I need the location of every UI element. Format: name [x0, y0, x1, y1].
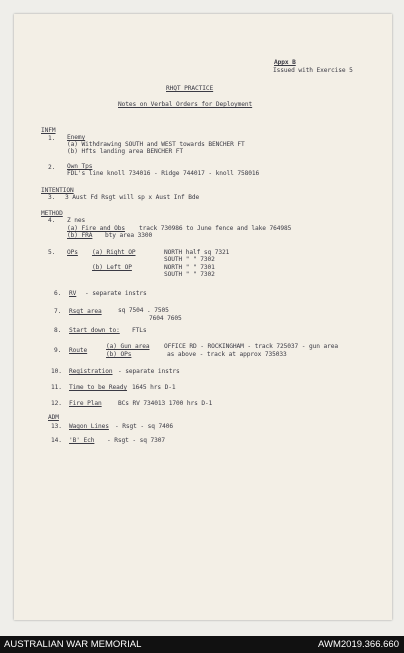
route-a-text: OFFICE RD - ROCKINGHAM - track 725037 - gun area — [164, 343, 339, 350]
grouping-heading: Z nes — [67, 217, 86, 224]
fire-plan-text: BCs RV 734013 1700 hrs D-1 — [118, 400, 213, 407]
op-row: SOUTH " " 7302 — [164, 256, 215, 263]
item-number: 14. — [51, 437, 62, 444]
item-number: 5. — [48, 249, 56, 256]
op-row: NORTH half sq 7321 — [164, 249, 230, 256]
echelon-text: - Rsgt - sq 7406 — [115, 423, 174, 430]
grouping-b-label: (b) FRA — [67, 232, 93, 239]
section-adm: ADM — [48, 414, 59, 421]
document-subtitle: Notes on Verbal Orders for Deployment — [118, 101, 253, 108]
start-down-heading: Start down to: — [69, 327, 120, 334]
start-down-value: FTLs — [132, 327, 147, 334]
grouping-a-text: track 730986 to June fence and lake 764985 — [139, 225, 292, 232]
appendix-label: Appx B — [274, 59, 296, 66]
item-number: 4. — [48, 217, 56, 224]
grouping-b-text: bty area 3300 — [105, 232, 153, 239]
institution-caption: AUSTRALIAN WAR MEMORIAL — [4, 639, 142, 650]
item-number: 2. — [48, 164, 56, 171]
section-infm: INFM — [41, 127, 56, 134]
rv-heading: RV — [69, 290, 77, 297]
time-ready-heading: Time to be Ready — [69, 384, 128, 391]
op-row: SOUTH " " 7302 — [164, 271, 215, 278]
item-number: 12. — [51, 400, 62, 407]
time-ready-text: 1645 hrs D-1 — [132, 384, 176, 391]
rsgt-area-heading: Rsgt area — [69, 308, 102, 315]
item-number: 6. — [54, 290, 62, 297]
intention-text: 3 Aust Fd Rsgt will sp x Aust Inf Bde — [65, 194, 200, 201]
route-b-label: (b) OPs — [106, 351, 132, 358]
caption-bar — [0, 636, 404, 653]
b-ech-heading: 'B' Ech — [69, 437, 95, 444]
rv-text: - separate instrs — [85, 290, 147, 297]
rsgt-area-row2: 7604 7605 — [149, 315, 182, 322]
ops-a-label: (a) Right OP — [92, 249, 136, 256]
document-title: RHQT PRACTICE — [166, 85, 214, 92]
item-number: 13. — [51, 423, 62, 430]
grouping-a-label: (a) Fire and Obs — [67, 225, 126, 232]
own-tps-heading: Own Tps — [67, 163, 93, 170]
document-page — [14, 14, 392, 620]
registration-heading: Registration — [69, 368, 113, 375]
op-row: NORTH " " 7301 — [164, 264, 215, 271]
item-number: 7. — [54, 308, 62, 315]
enemy-heading: Enemy — [67, 134, 86, 141]
registration-text: - separate instrs — [118, 368, 180, 375]
rsgt-area-row1: sq 7504 . 7505 — [118, 307, 169, 314]
b-ech-text: - Rsgt - sq 7307 — [107, 437, 166, 444]
enemy-a: (a) Withdrawing SOUTH and WEST towards BENCHER FT — [67, 141, 245, 148]
item-number: 11. — [51, 384, 62, 391]
fire-plan-heading: Fire Plan — [69, 400, 102, 407]
route-heading: Route — [69, 347, 88, 354]
item-number: 1. — [48, 135, 56, 142]
item-number: 10. — [51, 368, 62, 375]
issued-with-label: Issued with Exercise 5 — [273, 67, 353, 74]
section-intention: INTENTION — [41, 187, 74, 194]
ops-b-label: (b) Left OP — [92, 264, 132, 271]
ops-heading: OPs — [67, 249, 78, 256]
item-number: 9. — [54, 347, 62, 354]
item-number: 3. — [48, 194, 56, 201]
item-number: 8. — [54, 327, 62, 334]
route-a-label: (a) Gun area — [106, 343, 150, 350]
section-method: METHOD — [41, 210, 63, 217]
echelon-heading: Wagon Lines — [69, 423, 109, 430]
accession-number: AWM2019.366.660 — [318, 639, 399, 650]
route-b-text: as above - track at approx 735033 — [167, 351, 287, 358]
own-tps-text: FDL's line knoll 734016 - Ridge 744017 - knoll 758016 — [67, 170, 260, 177]
enemy-b: (b) Hfts landing area BENCHER FT — [67, 148, 184, 155]
